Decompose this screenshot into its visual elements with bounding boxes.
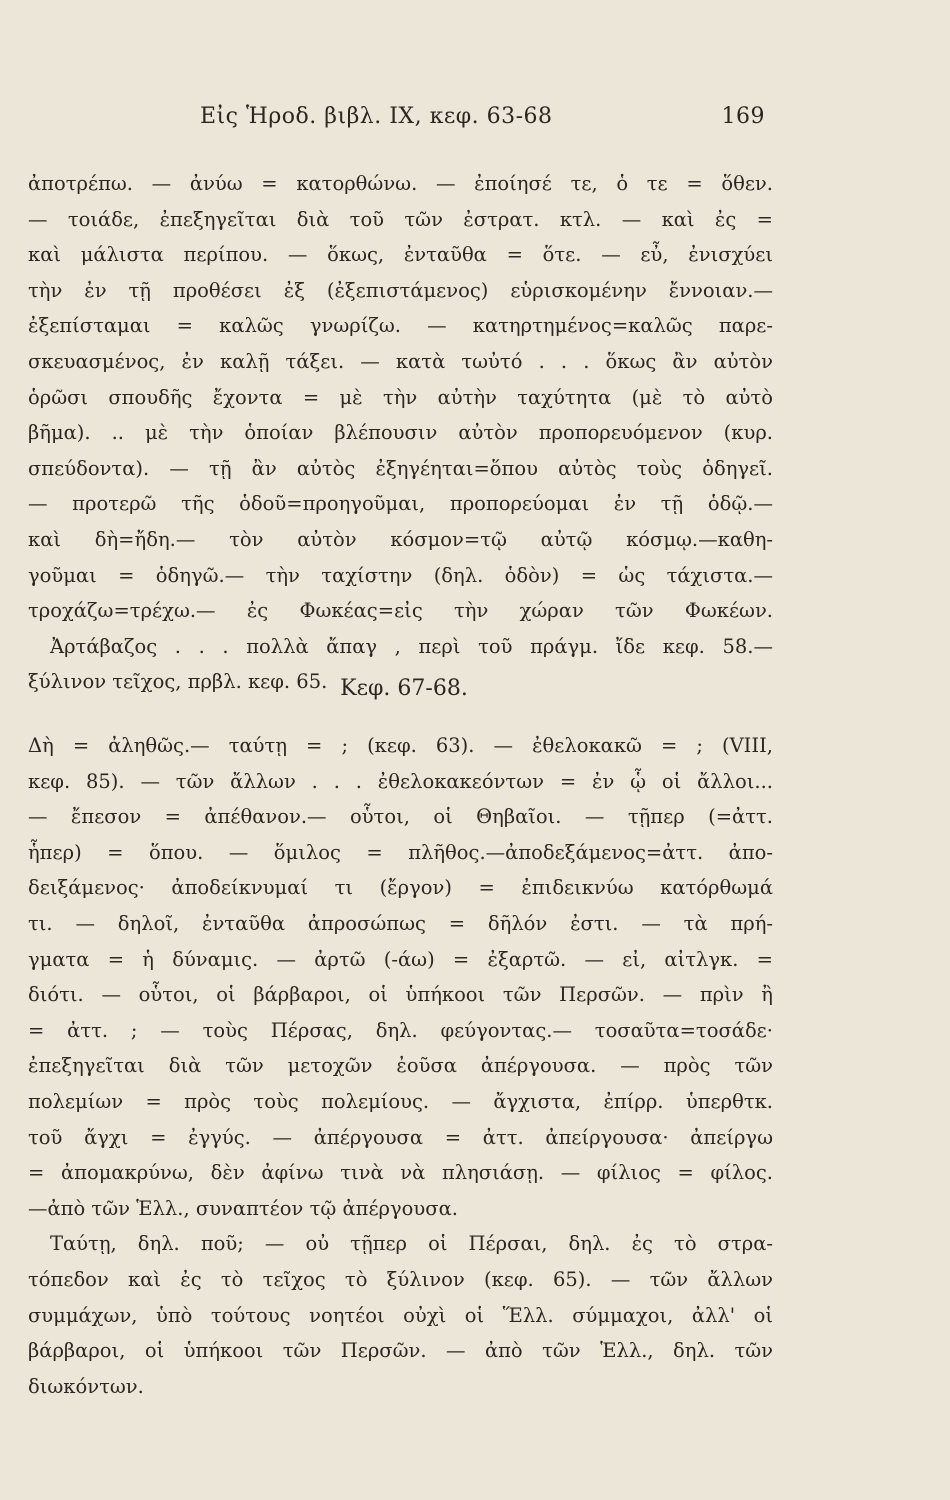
text-line: — τοιάδε, ἐπεξηγεῖται διὰ τοῦ τῶν ἐστρατ. κτλ. — καὶ ἐς = <box>28 207 773 231</box>
text-line: Ἀρτάβαζος . . . πολλὰ ἄπαγ , περὶ τοῦ πράγμ. ἴδε κεφ. 58.— <box>50 634 773 658</box>
text-line: τι. — δηλοῖ, ἐνταῦθα ἀπροσώπως = δῆλόν ἐστι. — τὰ πρή- <box>28 911 773 935</box>
text-line: γματα = ἡ δύναμις. — ἀρτῶ (-άω) = ἐξαρτῶ. — εἰ, αἰτλγκ. = <box>28 947 773 971</box>
text-line: ὁρῶσι σπουδῆς ἔχοντα = μὲ τὴν αὐτὴν ταχύτητα (μὲ τὸ αὐτὸ <box>28 385 773 409</box>
text-line: τοῦ ἄγχι = ἐγγύς. — ἀπέργουσα = ἀττ. ἀπείργουσα· ἀπείργω <box>28 1125 773 1149</box>
text-line: τόπεδον καὶ ἐς τὸ τεῖχος τὸ ξύλινον (κεφ. 65). — τῶν ἄλλων <box>28 1267 773 1291</box>
text-line: γοῦμαι = ὁδηγῶ.— τὴν ταχίστην (δηλ. ὁδὸν) = ὡς τάχιστα.— <box>28 563 773 587</box>
text-line: σπεύδοντα). — τῇ ἂν αὐτὸς ἐξηγέηται=ὅπου αὐτὸς τοὺς ὁδηγεῖ. <box>28 456 773 480</box>
text-line: διωκόντων. <box>28 1374 144 1398</box>
commentary-block-2 <box>28 728 773 1404</box>
text-line: = ἀττ. ; — τοὺς Πέρσας, δηλ. φεύγοντας.— τοσαῦτα=τοσάδε· <box>28 1018 773 1042</box>
text-line: πολεμίων = πρὸς τοὺς πολεμίους. — ἄγχιστα, ἐπίρρ. ὑπερθτκ. <box>28 1089 773 1113</box>
text-line: καὶ δὴ=ἤδη.— τὸν αὐτὸν κόσμον=τῷ αὐτῷ κόσμῳ.—καθη- <box>28 527 773 551</box>
text-line: διότι. — οὗτοι, οἱ βάρβαροι, οἱ ὑπήκοοι τῶν Περσῶν. — πρὶν ἢ <box>28 983 773 1007</box>
text-line: ἐπεξηγεῖται διὰ τῶν μετοχῶν ἐοῦσα ἀπέργουσα. — πρὸς τῶν <box>28 1054 773 1078</box>
text-line: Δὴ = ἀληθῶς.— ταύτῃ = ; (κεφ. 63). — ἐθελοκακῶ = ; (VIII, <box>28 734 773 757</box>
commentary-block-1 <box>28 166 773 700</box>
text-line: βάρβαροι, οἱ ὑπήκοοι τῶν Περσῶν. — ἀπὸ τῶν Ἑλλ., δηλ. τῶν <box>28 1339 773 1363</box>
text-line: βῆμα). .. μὲ τὴν ὁποίαν βλέπουσιν αὐτὸν προπορευόμενον (κυρ. <box>28 421 773 445</box>
text-line: συμμάχων, ὑπὸ τούτους νοητέοι οὐχὶ οἱ Ἕλλ. σύμμαχοι, ἀλλ' οἱ <box>28 1303 773 1327</box>
text-line: καὶ μάλιστα περίπου. — ὅκως, ἐνταῦθα = ὅτε. — εὖ, ἐνισχύει <box>28 243 773 267</box>
text-line: ἧπερ) = ὅπου. — ὅμιλος = πλῆθος.—ἀποδεξάμενος=ἀττ. ἀπο- <box>28 840 773 864</box>
text-line: Ταύτῃ, δηλ. ποῦ; — οὐ τῇπερ οἱ Πέρσαι, δηλ. ἐς τὸ στρα- <box>50 1232 773 1256</box>
text-line: σκευασμένος, ἐν καλῇ τάξει. — κατὰ τωὐτό . . . ὅκως ἂν αὐτὸν <box>28 349 773 373</box>
text-line: τὴν ἐν τῇ προθέσει ἐξ (ἐξεπιστάμενος) εὑρισκομένην ἔννοιαν.— <box>28 278 773 302</box>
running-title: Εἰς Ἡροδ. βιβλ. IX, κεφ. 63-68 <box>200 104 553 129</box>
page-number: 169 <box>721 104 765 129</box>
text-line: — προτερῶ τῆς ὁδοῦ=προηγοῦμαι, προπορεύομαι ἐν τῇ ὁδῷ.— <box>28 492 773 516</box>
page-header <box>200 104 765 129</box>
text-line: = ἀπομακρύνω, δὲν ἀφίνω τινὰ νὰ πλησιάσῃ. — φίλιος = φίλος. <box>28 1161 773 1185</box>
text-line: ἀποτρέπω. — ἀνύω = κατορθώνω. — ἐποίησέ τε, ὁ τε = ὅθεν. <box>28 172 773 195</box>
chapter-heading: Κεφ. 67-68. <box>340 676 468 701</box>
text-line: ἐξεπίσταμαι = καλῶς γνωρίζω. — κατηρτημένος=καλῶς παρε- <box>28 314 773 338</box>
text-line: δειξάμενος· ἀποδείκνυμαί τι (ἔργον) = ἐπιδεικνύω κατόρθωμά <box>28 876 773 900</box>
text-line: ξύλινον τεῖχος, πρβλ. κεφ. 65. <box>28 670 328 694</box>
text-line: —ἀπὸ τῶν Ἑλλ., συναπτέον τῷ ἀπέργουσα. <box>28 1196 458 1220</box>
text-line: κεφ. 85). — τῶν ἄλλων . . . ἐθελοκακεόντων = ἐν ᾧ οἱ ἄλλοι... <box>28 769 773 793</box>
text-line: — ἔπεσον = ἀπέθανον.— οὗτοι, οἱ Θηβαῖοι. — τῇπερ (=ἀττ. <box>28 805 773 829</box>
text-line: τροχάζω=τρέχω.— ἐς Φωκέας=εἰς τὴν χώραν τῶν Φωκέων. <box>28 599 773 623</box>
